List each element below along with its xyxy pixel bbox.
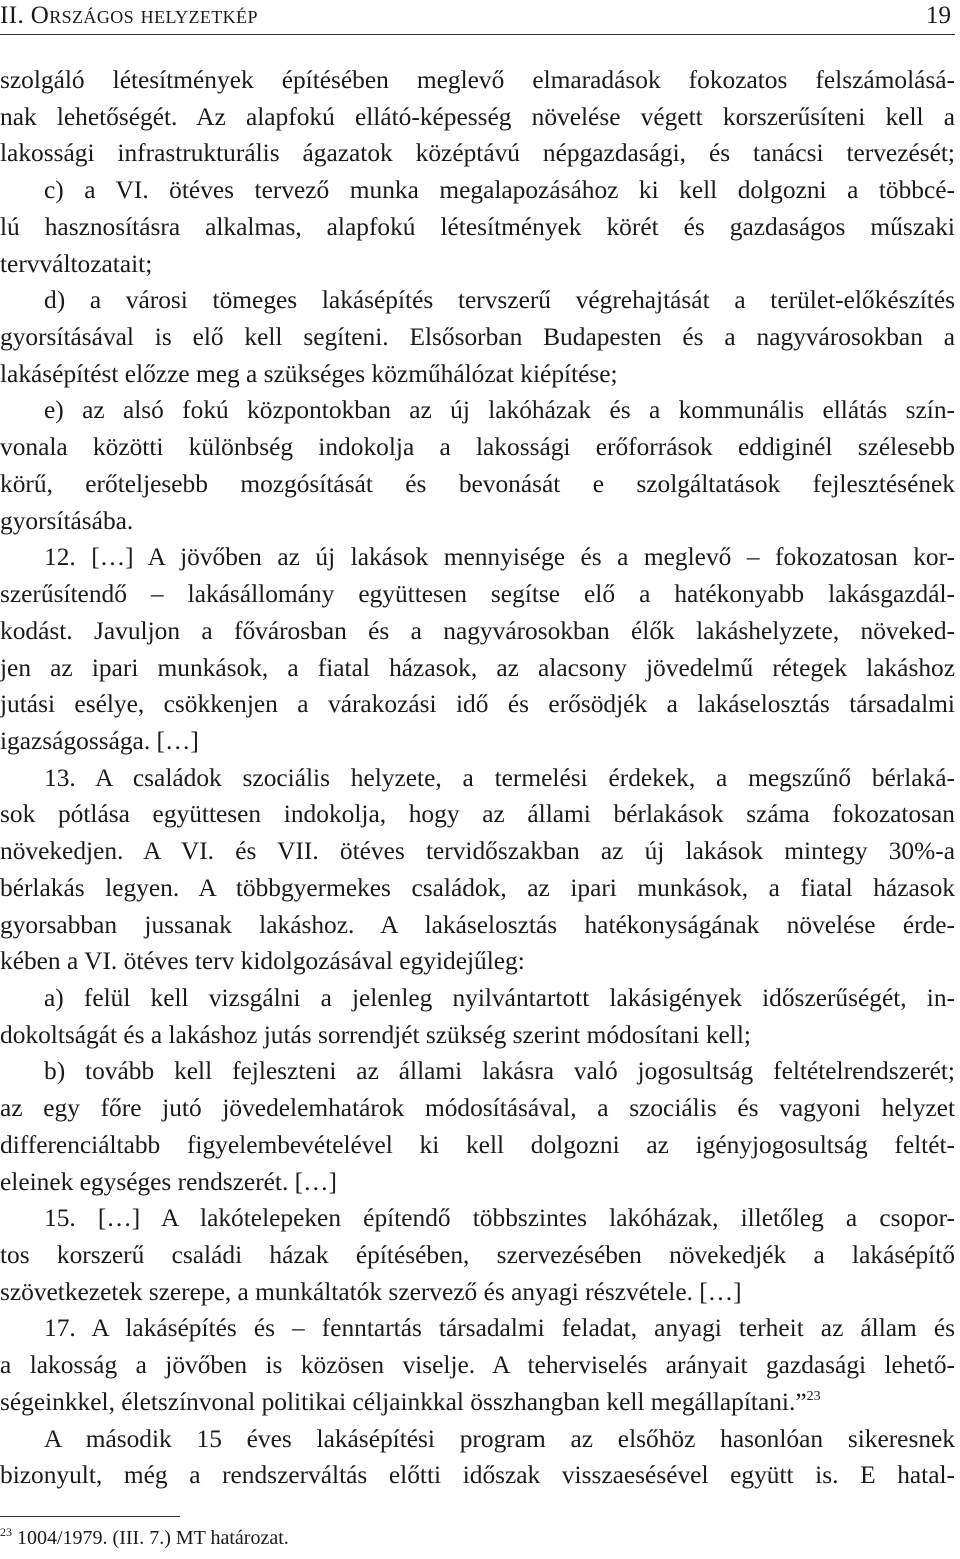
text-line: gyorsításával is elő kell segíteni. Elsősorban Budapesten és a nagyvárosokban a [0, 323, 955, 352]
text-line: bérlakás legyen. A többgyermekes családok, az ipari munkások, a fiatal házasok [0, 873, 955, 902]
text-line: igazságossága. […] [0, 726, 199, 755]
text-line: lakossági infrastrukturális ágazatok középtávú népgazdasági, és tanácsi tervezését; [0, 139, 955, 168]
text-line-with-footnote [0, 1384, 955, 1421]
text-line: tos korszerű családi házak építésében, szervezésében növekedjék a lakásépítő [0, 1241, 955, 1269]
page-number: 19 [926, 2, 951, 29]
text-line: tervváltozatait; [0, 249, 153, 278]
text-line: A második 15 éves lakásépítési program az elsőhöz hasonlóan sikeresnek [44, 1424, 955, 1453]
text-line: 15. […] A lakótelepeken építendő többszintes lakóházak, illetőleg a csopor- [44, 1204, 955, 1233]
text-line: szövetkezetek szerepe, a munkáltatók szervező és anyagi részvétele. […] [0, 1277, 742, 1306]
footnote [0, 1527, 289, 1550]
text-line: szolgáló létesítmények építésében meglevő elmaradások fokozatos felszámolásá- [0, 66, 955, 94]
text-line: jutási esélye, csökkenjen a várakozási idő és erősödjék a lakáselosztás társadalmi [0, 690, 955, 719]
text-line: gyorsabban jussanak lakáshoz. A lakáselosztás hatékonyságának növelése érde- [0, 910, 955, 939]
text-line: lakásépítést előzze meg a szükséges közműhálózat kiépítése; [0, 359, 618, 388]
text-line: dokoltságát és a lakáshoz jutás sorrendjét szükség szerint módosítani kell; [0, 1020, 751, 1049]
footnote-divider [0, 1516, 180, 1517]
chapter-title: II. Országos helyzetkép [0, 2, 258, 29]
text-line: c) a VI. ötéves tervező munka megalapozásához ki kell dolgozni a többcé- [44, 176, 955, 205]
text-line: növekedjen. A VI. és VII. ötéves tervidőszakban az új lakások mintegy 30%-a [0, 837, 955, 866]
text-line: kodást. Javuljon a fővárosban és a nagyvárosokban élők lakáshelyzete, növeked- [0, 616, 955, 645]
footnote-reference[interactable]: 23 [806, 1388, 821, 1404]
text-line: gyorsításába. [0, 506, 134, 535]
text-line: a lakosság a jövőben is közösen viselje. A teherviselés arányait gazdasági lehető- [0, 1351, 955, 1380]
text-line: kében a VI. ötéves terv kidolgozásával egyidejűleg: [0, 947, 525, 976]
text-line: d) a városi tömeges lakásépítés tervszerű végrehajtását a terület-előkészítés [44, 286, 955, 315]
text-line: b) tovább kell fejleszteni az állami lakásra való jogosultság feltételrendszerét; [44, 1057, 955, 1086]
text-line: differenciáltabb figyelembevételével ki kell dolgozni az igényjogosultság feltét- [0, 1130, 955, 1159]
text-line: e) az alsó fokú központokban az új lakóházak és a kommunális ellátás szín- [44, 396, 955, 425]
text-line: jen az ipari munkások, a fiatal házasok, az alacsony jövedelmű rétegek lakáshoz [0, 653, 955, 682]
text-line-content: ségeinkkel, életszínvonal politikai céljainkkal összhangban kell megállapítani.” [0, 1387, 807, 1416]
text-line: 13. A családok szociális helyzete, a termelési érdekek, a megszűnő bérlaká- [44, 763, 955, 792]
text-line: a) felül kell vizsgálni a jelenleg nyilvántartott lakásigények időszerűségét, in- [44, 983, 955, 1012]
text-line: körű, erőteljesebb mozgósítását és bevonását e szolgáltatások fejlesztésének [0, 469, 955, 498]
text-line: vonala közötti különbség indokolja a lakossági erőforrások eddiginél szélesebb [0, 433, 955, 462]
body-text [0, 62, 955, 1494]
text-line: nak lehetőségét. Az alapfokú ellátó-képesség növelése végett korszerűsíteni kell a [0, 102, 955, 131]
footnote-text: 1004/1979. (III. 7.) MT határozat. [17, 1527, 289, 1549]
text-line: bizonyult, még a rendszerváltás előtti időszak visszaesésével együtt is. E hatal- [0, 1461, 955, 1490]
footnote-number: 23 [0, 1525, 12, 1539]
text-line: sok pótlása együttesen indokolja, hogy az állami bérlakások száma fokozatosan [0, 800, 955, 829]
text-line: az egy főre jutó jövedelemhatárok módosításával, a szociális és vagyoni helyzet [0, 1094, 955, 1123]
text-line: szerűsítendő – lakásállomány együttesen segítse elő a hatékonyabb lakásgazdál- [0, 580, 955, 609]
text-line: eleinek egységes rendszerét. […] [0, 1167, 337, 1196]
running-header [0, 2, 955, 35]
text-line: 17. A lakásépítés és – fenntartás társadalmi feladat, anyagi terheit az állam és [44, 1314, 955, 1343]
text-line: 12. […] A jövőben az új lakások mennyisége és a meglevő – fokozatosan kor- [44, 543, 955, 572]
text-line: lú hasznosításra alkalmas, alapfokú létesítmények körét és gazdaságos műszaki [0, 212, 955, 241]
